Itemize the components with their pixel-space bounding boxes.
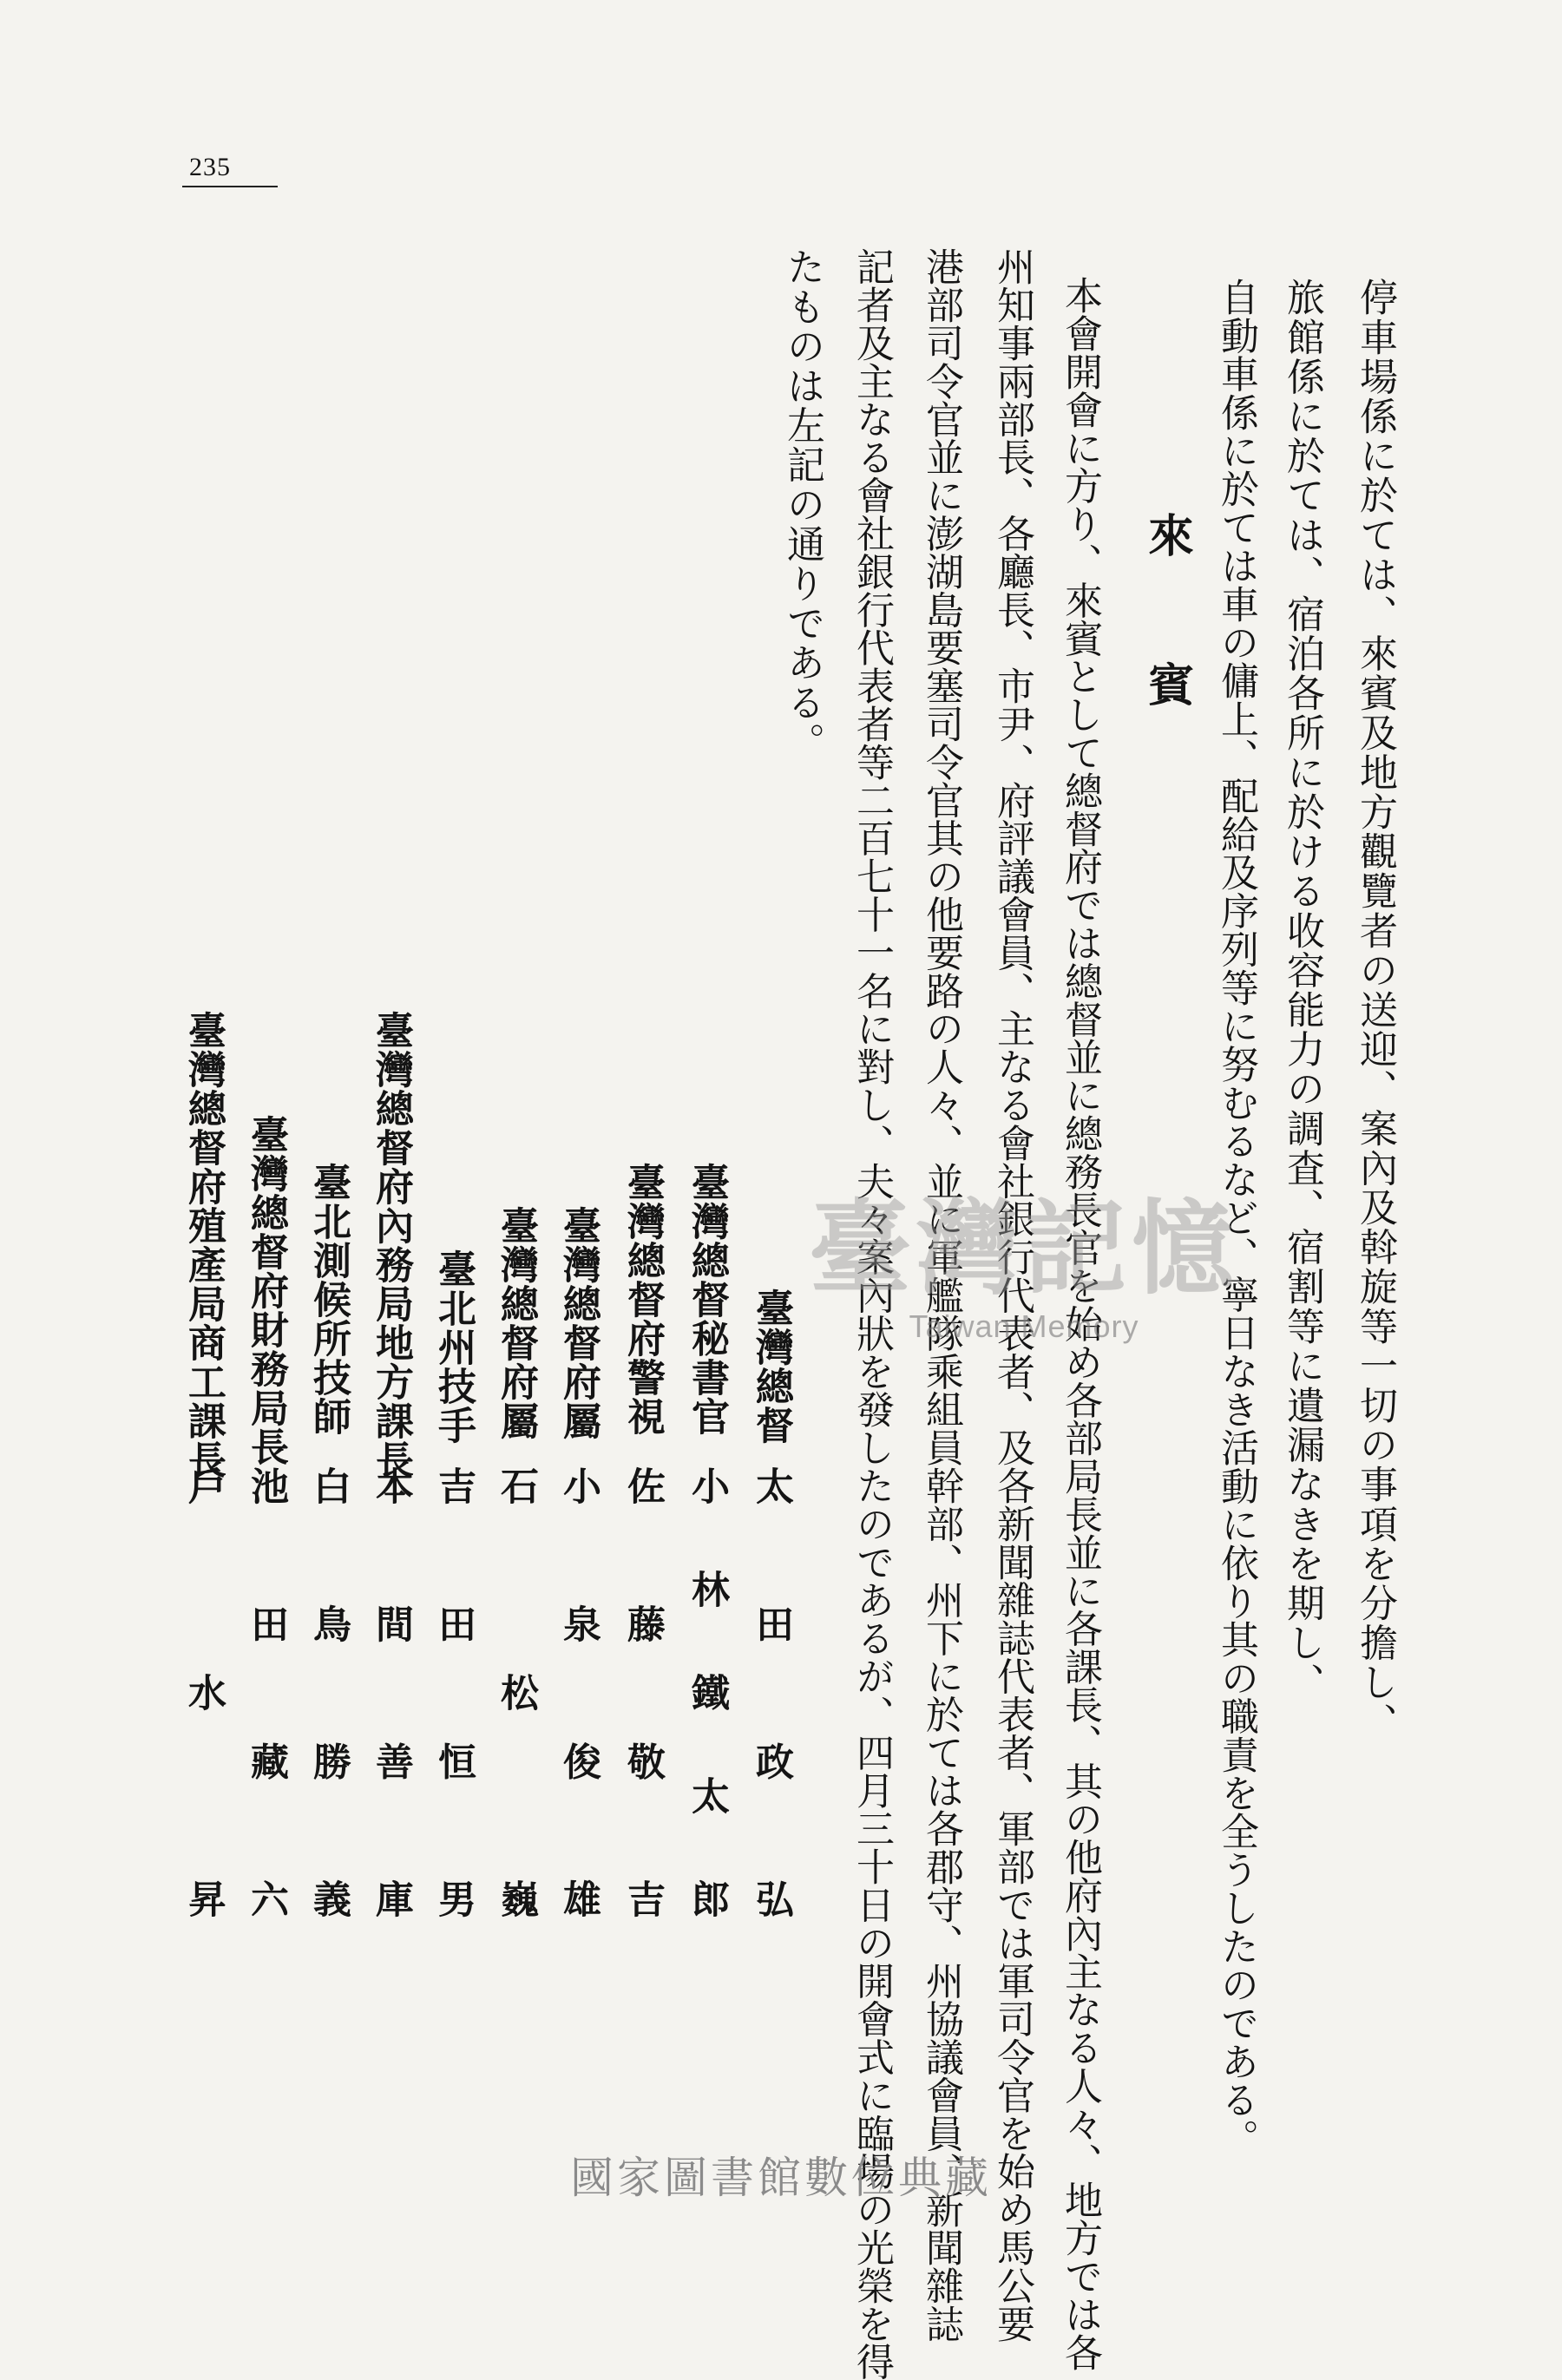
body-line-5: たものは左記の通りである。 <box>780 247 824 762</box>
watermark-logo <box>781 1188 1267 1371</box>
guest-title-9: 臺灣總督府財務局長 <box>244 1115 288 1466</box>
guest-title-1: 臺灣總督 <box>749 1288 793 1445</box>
guest-name-9: 池田藏六 <box>244 1466 288 1918</box>
page-number-underline <box>182 186 278 187</box>
body-line-4: 記者及主なる會社銀行代表者等二百七十一名に對し、夫々案內狀を發したのであるが、四月三十日の開會式に臨場の光榮を得 <box>850 247 894 2380</box>
guest-name-7: 本間善庫 <box>369 1466 413 1918</box>
guest-name-6: 吉田恒男 <box>431 1466 476 1918</box>
guest-title-6: 臺北州技手 <box>431 1249 476 1445</box>
intro-line-1: 停車場係に於ては、來賓及地方觀覽者の送迎、案內及斡旋等一切の事項を分擔し、 <box>1353 278 1397 1742</box>
body-line-2: 州知事兩部長、各廳長、市尹、府評議會員、主なる會社銀行代表者、及各新聞雜誌代表者、軍部では軍司令官を始め馬公要 <box>990 247 1034 2343</box>
guest-name-8: 白鳥勝義 <box>306 1466 351 1918</box>
section-heading: 來賓 <box>1140 512 1193 810</box>
body-line-3: 港部司令官並に澎湖島要塞司令官其の他要路の人々、並に軍艦隊乘組員幹部、州下に於ては各郡守、州協議會員、新聞雜誌 <box>919 247 963 2343</box>
guest-name-4: 小泉俊雄 <box>556 1466 601 1918</box>
guest-title-8: 臺北測候所技師 <box>306 1163 351 1436</box>
guest-title-2: 臺灣總督秘書官 <box>685 1163 729 1436</box>
guest-name-5: 石松巍 <box>494 1466 538 1918</box>
guest-title-7: 臺灣總督府內務局地方課長 <box>369 1011 413 1479</box>
guest-name-2: 小林鐵太郎 <box>685 1466 729 1918</box>
guest-name-10: 戶水昇 <box>181 1466 226 1918</box>
footer-label: 國家圖書館數位典藏 <box>570 2153 992 2203</box>
guest-name-3: 佐藤敬吉 <box>620 1466 665 1918</box>
guest-title-3: 臺灣總督府警視 <box>620 1163 665 1436</box>
guest-name-1: 太田政弘 <box>749 1466 793 1918</box>
page-number: 235 <box>189 153 231 181</box>
body-line-1: 本會開會に方り、來賓として總督府では總督並に總務長官を始め各部局長並に各課長、其の他府內主なる人々、地方では各 <box>1058 276 1102 2371</box>
intro-line-2: 旅館係に於ては、宿泊各所に於ける收容能力の調査、宿割等に遺漏なきを期し、 <box>1280 278 1324 1702</box>
intro-line-3: 自動車係に於ては車の傭上、配給及序列等に努むるなど、寧日なき活動に依り其の職責を全うしたのである。 <box>1214 278 1258 2157</box>
watermark-chinese: 臺灣記憶 <box>808 1188 1239 1308</box>
guest-title-4: 臺灣總督府屬 <box>556 1206 601 1440</box>
guest-title-10: 臺灣總督府殖產局商工課長 <box>181 1011 226 1479</box>
watermark-english: Taiwan Memory <box>909 1308 1139 1344</box>
guest-title-5: 臺灣總督府屬 <box>494 1206 538 1440</box>
